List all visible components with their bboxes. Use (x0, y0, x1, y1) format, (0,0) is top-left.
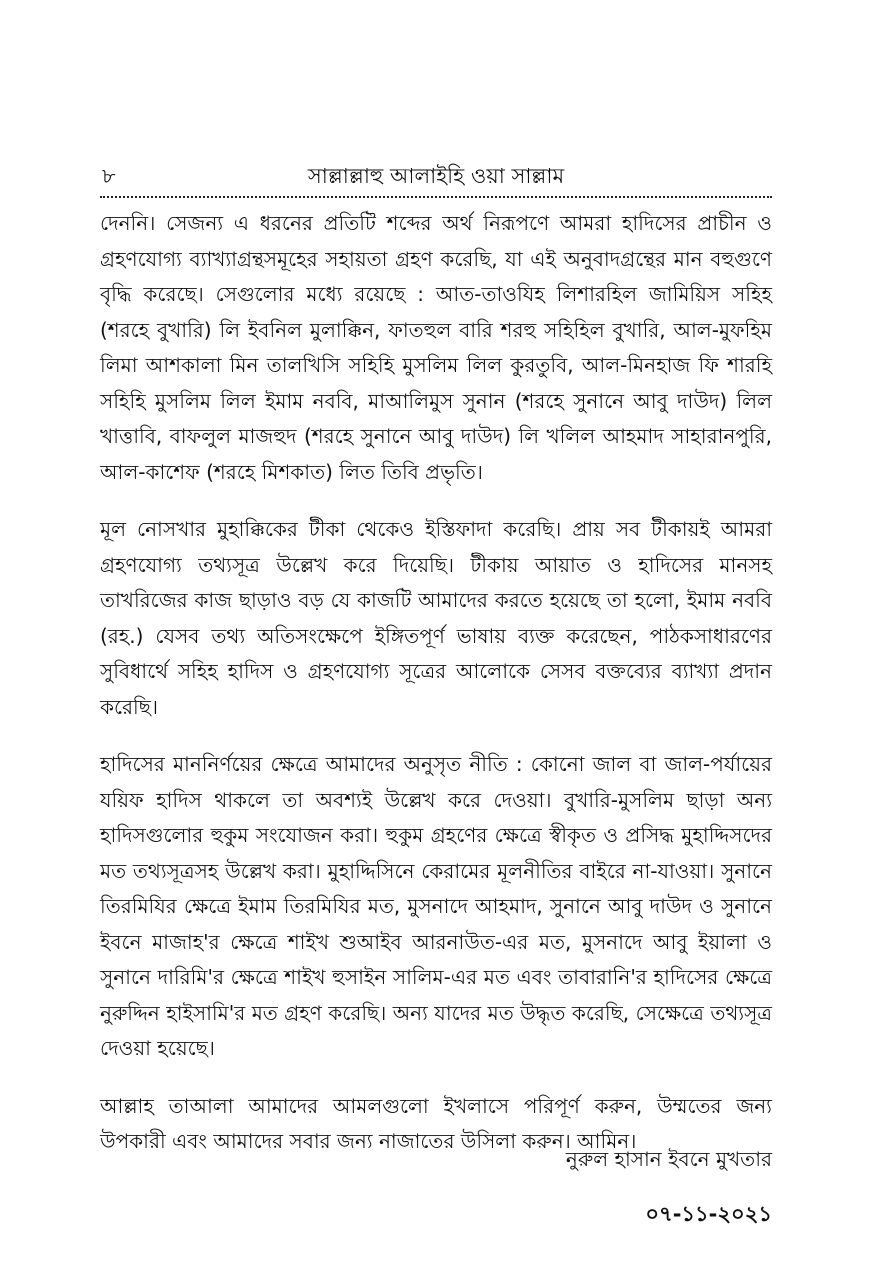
paragraph-prayer: আল্লাহ তাআলা আমাদের আমলগুলো ইখলাসে পরিপূর্ণ করুন, উম্মতের জন্য উপকারী এবং আমাদের সবার জন্য নাজাতের উসিলা করুন। আমিন। (100, 1093, 772, 1153)
page-body (100, 206, 772, 1182)
running-title: সাল্লাল্লাহু আলাইহি ওয়া সাল্লাম (307, 164, 565, 188)
paragraph-sources: দেননি। সেজন্য এ ধরনের প্রতিটি শব্দের অর্থ নিরূপণে আমরা হাদিসের প্রাচীন ও গ্রহণযোগ্য ব্যাখ্যাগ্রন্থসমূহের সহায়তা গ্রহণ করেছি, যা এই অনুবাদগ্রন্থের মান বহুগুণে বৃদ্ধি করেছে। সেগুলোর মধ্যে রয়েছে : আত-তাওযিহ লিশারহিল জামিয়িস সহিহ (শরহে বুখারি) লি ইবনিল মুলাক্কিন, ফাতহুল বারি শরহু সহিহিল বুখারি, আল-মুফহিম লিমা আশকালা মিন তালখিসি সহিহি মুসলিম লিল কুরতুবি, আল-মিনহাজ ফি শারহি সহিহি মুসলিম লিল ইমাম নববি, মাআলিমুস সুনান (শরহে সুনানে আবু দাউদ) লিল খাত্তাবি, বাফলুল মাজহুদ (শরহে সুনানে আবু দাউদ) লি খলিল আহমাদ সাহারানপুরি, আল-কাশেফ (শরহে মিশকাত) লিত তিবি প্রভৃতি। (100, 211, 772, 484)
paragraph-grading-policy: হাদিসের মাননির্ণয়ের ক্ষেত্রে আমাদের অনুসৃত নীতি : কোনো জাল বা জাল-পর্যায়ের যয়িফ হাদিস থাকলে তা অবশ্যই উল্লেখ করে দেওয়া। বুখারি-মুসলিম ছাড়া অন্য হাদিসগুলোর হুকুম সংযোজন করা। হুকুম গ্রহণের ক্ষেত্রে স্বীকৃত ও প্রসিদ্ধ মুহাদ্দিসদের মত তথ্যসূত্রসহ উল্লেখ করা। মুহাদ্দিসিনে কেরামের মূলনীতির বাইরে না-যাওয়া। সুনানে তিরমিযির ক্ষেত্রে ইমাম তিরমিযির মত, মুসনাদে আহমাদ, সুনানে আবু দাউদ ও সুনানে ইবনে মাজাহ'র ক্ষেত্রে শাইখ শুআইব আরনাউত-এর মত, মুসনাদে আবু ইয়ালা ও সুনানে দারিমি'র ক্ষেত্রে শাইখ হুসাইন সালিম-এর মত এবং তাবারানি'র হাদিসের ক্ষেত্রে নুরুদ্দিন হাইসামি'র মত গ্রহণ করেছি। অন্য যাদের মত উদ্ধৃত করেছি, সেক্ষেত্রে তথ্যসূত্র দেওয়া হয়েছে। (100, 752, 772, 1060)
author-signature: নুরুল হাসান ইবনে মুখতার (565, 1147, 772, 1171)
paragraph-annotations: মূল নোসখার মুহাক্কিকের টীকা থেকেও ইস্তিফাদা করেছি। প্রায় সব টীকায়ই আমরা গ্রহণযোগ্য তথ্যসূত্র উল্লেখ করে দিয়েছি। টীকায় আয়াত ও হাদিসের মানসহ তাখরিজের কাজ ছাড়াও বড় যে কাজটি আমাদের করতে হয়েছে তা হলো, ইমাম নববি (রহ.) যেসব তথ্য অতিসংক্ষেপে ইঙ্গিতপূর্ণ ভাষায় ব্যক্ত করেছেন, পাঠকসাধারণের সুবিধার্থে সহিহ হাদিস ও গ্রহণযোগ্য সূত্রের আলোকে সেসব বক্তব্যের ব্যাখ্যা প্রদান করেছি। (100, 517, 772, 719)
page-header (100, 160, 772, 190)
page-number: ৮ (102, 164, 116, 188)
header-dotted-rule (100, 196, 772, 198)
signature-date: ০৭-১১-২০২১ (645, 1202, 772, 1226)
